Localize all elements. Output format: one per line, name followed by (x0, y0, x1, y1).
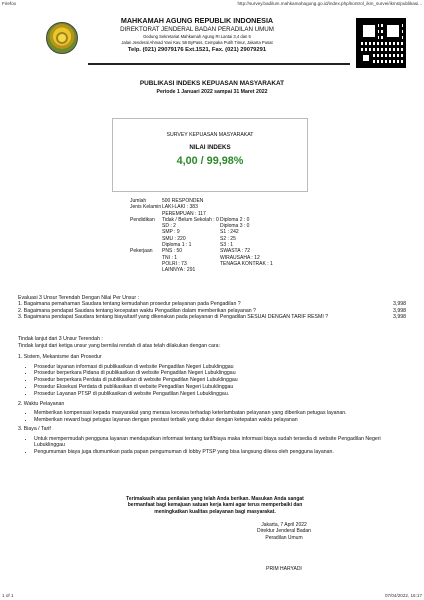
stat-label: Pendidikan (130, 216, 155, 223)
list-item: • Memberikan reward bagi petugas layanan dengan prestasi terbaik yang diukur dengan ketepatan waktu pelayanan (34, 417, 408, 424)
index-score-box (112, 118, 308, 192)
evaluation-score: 3,998 (393, 314, 406, 321)
stat-label: Pekerjaan (130, 248, 153, 255)
publication-title: PUBLIKASI INDEKS KEPUASAN MASYARAKAT (139, 80, 285, 87)
stat-value: Diploma 2 : 0 (220, 216, 250, 223)
stat-value: TENAGA KONTRAK : 1 (220, 260, 273, 267)
list-item: • Memberikan kompensasi kepada masyarakat yang merasa kecewa terhadap keterlambatan pelayanan yang diberikan petugas layanan. (34, 410, 408, 417)
stat-value: WIRAUSAHA : 12 (220, 254, 260, 261)
address-line: Jalan Jenderal Ahmad Yani Kav. 58 ByPass, Cempaka Putih Timur, Jakarta Pusat (121, 39, 273, 45)
follow-up-intro: Tindak lanjut dari ketiga unsur yang bernilai rendah di atas telah dilakukan dengan cara: (18, 342, 220, 349)
evaluation-section (18, 295, 406, 321)
print-datetime: 07/04/2022, 16:17 (384, 593, 422, 598)
signature-block (224, 522, 344, 541)
stat-value: SMU : 220 (162, 235, 186, 242)
signature-place-date: Jakarta, 7 April 2022 (261, 522, 307, 528)
browser-app-name: Firefox (2, 1, 17, 6)
signature-role: Peradilan Umum (265, 534, 303, 541)
court-emblem-icon (46, 22, 78, 54)
stat-value: Diploma 1 : 1 (162, 242, 192, 249)
header-separator (88, 63, 350, 65)
closing-line: bermanfaat bagi kemajuan satuan kerja kami agar terus memperbaiki dan (127, 502, 303, 509)
stat-value: LAKI-LAKI : 383 (162, 204, 198, 211)
stat-value: 500 RESPONDEN (162, 198, 204, 204)
letterhead (36, 10, 400, 68)
stat-label: Jenis Kelamin (130, 204, 162, 211)
list-item: • Prosedur berperkara Perdata di publikasikan di website Pengadilan Negeri Lubuklinggau (34, 377, 408, 384)
list-item: • Untuk mempermudah pengguna layanan mendapatkan informasi tentang tarif/biaya maka informasi biaya sudah tersedia di website Pengadilan Negeri Lubuklinggau (34, 436, 408, 449)
page-count: 1 of 1 (2, 593, 14, 598)
building-line: Gedung Sekretariat Mahkamah Agung RI Lantai 3,4 dan 5 (143, 34, 251, 40)
follow-up-section (18, 336, 408, 459)
evaluation-score: 3,998 (393, 307, 406, 314)
stat-value: SD : 2 (162, 223, 176, 230)
publication-title-block (0, 80, 424, 95)
follow-up-section-title: 3. Biaya / Tarif (18, 426, 51, 433)
survey-label: SURVEY KEPUASAN MASYARAKAT (166, 132, 254, 138)
stat-value: S1 : 242 (220, 229, 239, 236)
follow-up-section-title: 2. Waktu Pelayanan (18, 400, 65, 407)
stat-value: TNI : 1 (162, 254, 178, 261)
evaluation-heading: Evaluasi 3 Unsur Terendah Dengan Nilai Per Unsur : (18, 295, 140, 301)
stat-value: SMP : 9 (162, 229, 180, 236)
stat-value: PNS : 50 (162, 248, 183, 255)
stat-value: PEREMPUAN : 117 (162, 210, 206, 217)
qr-code-icon (356, 18, 406, 68)
evaluation-item (18, 314, 406, 320)
follow-up-list (18, 364, 408, 398)
stat-value: LAINNYA : 291 (162, 267, 196, 274)
signatory-name: PRIM HARYADI (266, 566, 302, 572)
closing-line: meningkatkan kualitas pelayanan bagi masyarakat. (154, 508, 276, 515)
court-name: MAHKAMAH AGUNG REPUBLIK INDONESIA (120, 16, 274, 25)
follow-up-section-title: 1. Sistem, Mekanisme dan Prosedur (18, 354, 102, 360)
stat-value: S3 : 1 (220, 242, 234, 249)
respondent-stats (130, 198, 360, 274)
browser-footer (0, 590, 424, 600)
evaluation-question: 3. Bagaimana pendapat Saudara tentang biaya/tarif yang dikenakan pada pelayanan di Pengadilan SESUAI DENGAN TARIF RESMI ? (18, 314, 329, 321)
evaluation-question: 2. Bagaimana pendapat Saudara tentang kecepatan waktu Pengadilan dalam memberikan pelayanan ? (18, 307, 256, 314)
browser-header (0, 0, 424, 10)
publication-period: Periode 1 Januari 2022 sampai 31 Maret 2022 (156, 89, 268, 95)
index-label: NILAI INDEKS (189, 144, 231, 151)
stat-value: S2 : 25 (220, 235, 236, 242)
closing-line: Terimakasih atas penilaian yang telah Anda berikan. Masukan Anda sangat (126, 496, 304, 502)
stat-value: Tidak / Belum Sekolah : 0 (162, 216, 219, 223)
follow-up-list (18, 436, 408, 456)
browser-url: http://survey.badilum.mahkamahagung.go.id/index.php/kontrol_ikm_survei/ikms/publikasi... (237, 1, 422, 6)
list-item: • Prosedur Layanan PTSP di publikasikan di website Pengadilan Negeri Lubuklinggau. (34, 391, 408, 398)
follow-up-list (18, 410, 408, 423)
stat-value: Diploma 3 : 0 (220, 223, 250, 230)
phone-fax-line: Telp. (021) 29079176 Ext.1521, Fax. (021) 29079291 (127, 47, 267, 54)
closing-message (100, 496, 330, 515)
stat-value: POLRI : 73 (162, 260, 187, 267)
evaluation-score: 3,998 (393, 301, 406, 308)
court-info (86, 16, 308, 55)
follow-up-heading: Tindak lanjut dari 3 Unsur Terendah : (18, 336, 103, 342)
evaluation-question: 1. Bagaimana pemahaman Saudara tentang kemudahan prosedur pelayanan pada Pengadilan ? (18, 301, 241, 308)
directorate-name: DIREKTORAT JENDERAL BADAN PERADILAN UMUM (120, 25, 274, 33)
stat-label: Jumlah (130, 198, 147, 204)
signature-role: Direktur Jenderal Badan (257, 528, 311, 535)
stat-value: SWASTA : 72 (220, 248, 251, 255)
list-item: • Prosedur Eksekusi Perdata di publikasikan di website Pengadilan Negeri Lubuklinggau (34, 384, 408, 391)
list-item: • Prosedur berperkara Pidana di publikasikan di website Pengadilan Negeri Lubuklinggau (34, 370, 408, 377)
list-item: • Pengumuman biaya juga diumumkan pada papan pengumuman di lobby PTSP yang bisa langsung dilexa oleh pengguna layanan. (34, 449, 408, 456)
index-value: 4,00 / 99,98% (176, 155, 244, 167)
list-item: • Prosedur layanan informasi di publikasikan di website Pengadilan Negeri Lubuklinggau (34, 364, 408, 371)
